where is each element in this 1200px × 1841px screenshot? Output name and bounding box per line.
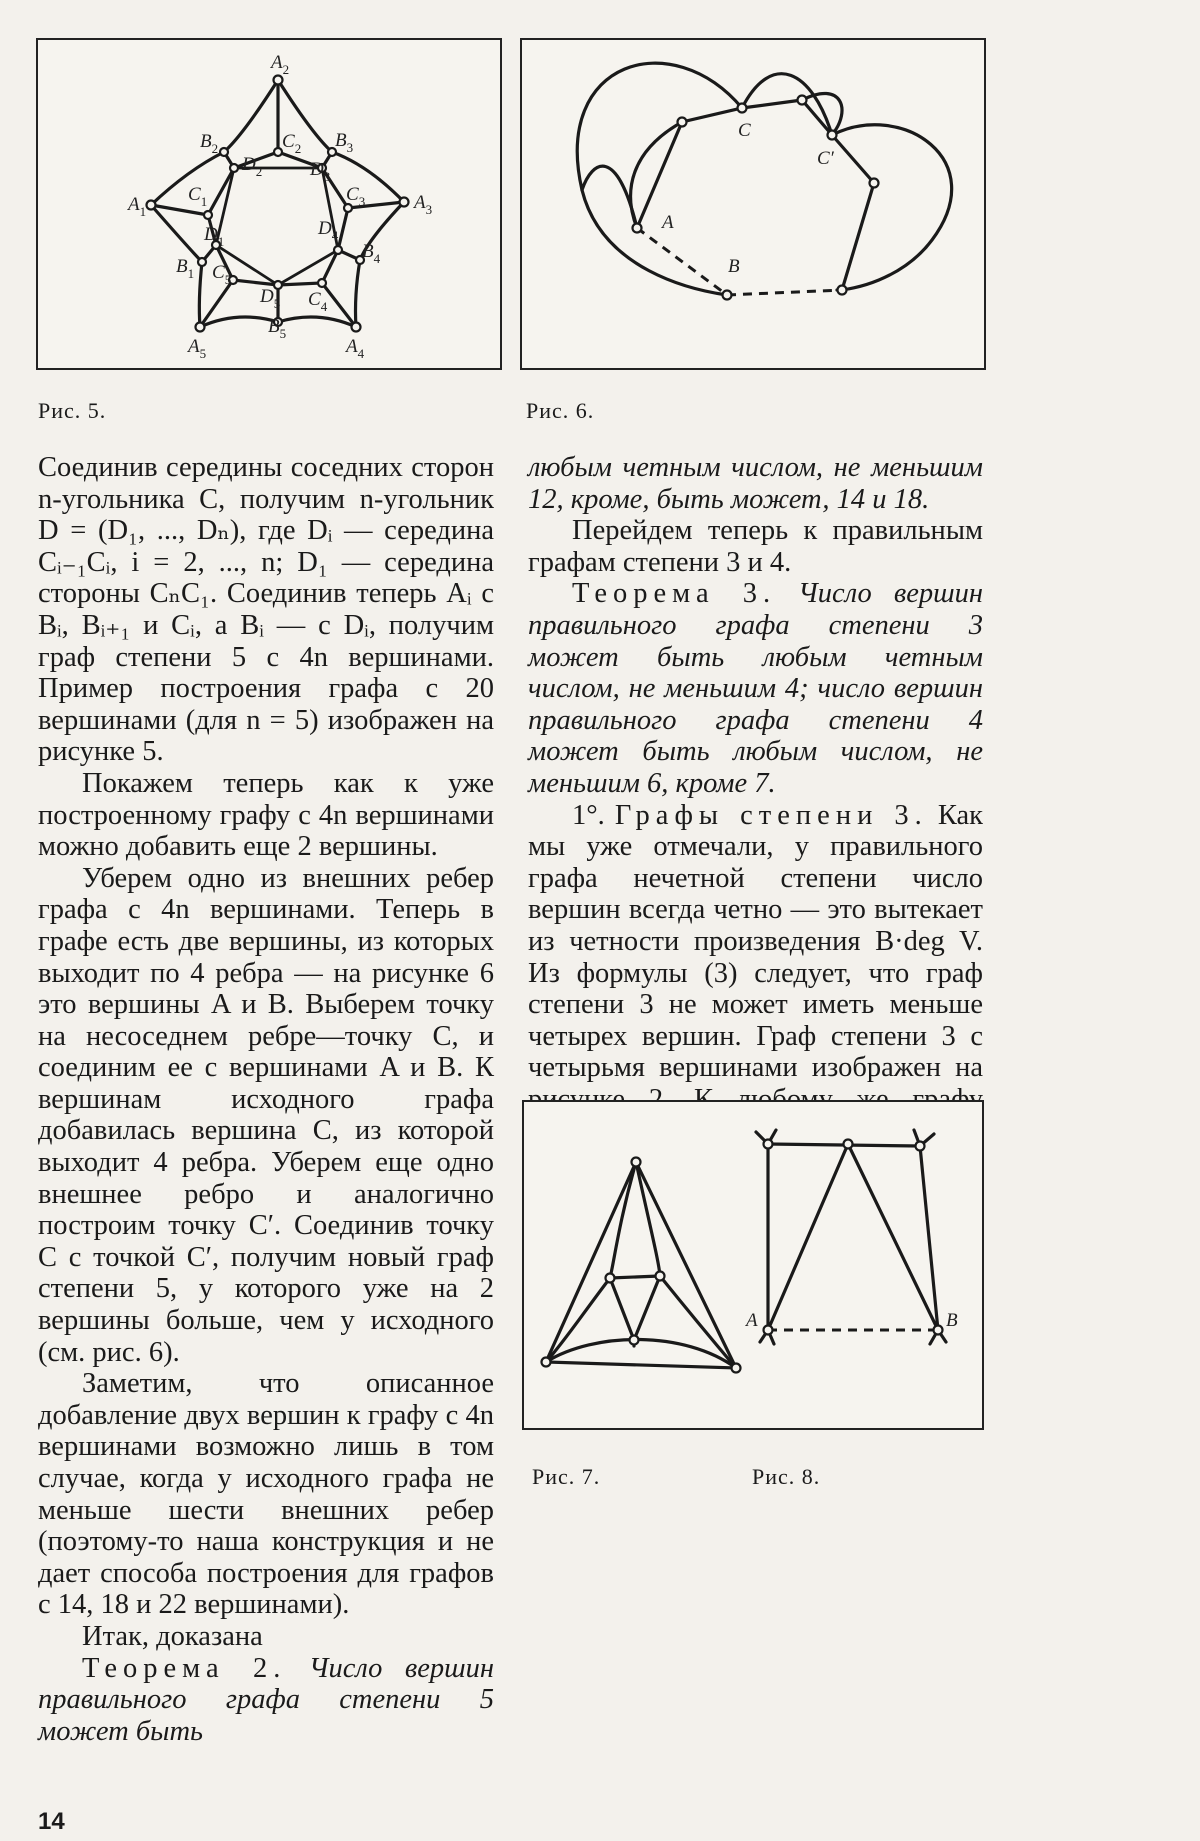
- label-b4: $B_4$: [362, 241, 381, 266]
- curve-left-a: [582, 166, 637, 228]
- label-c4: $C_4$: [308, 289, 328, 314]
- theorem-3-text: Число вершин правильного графа степени 3 может быть любым четным числом, не меньшим 4; число вершин правильного графа степени 4 может быть любым числом, не меньшим 6, кроме 7.: [528, 578, 983, 799]
- paragraph-5: Итак, доказана: [82, 1620, 263, 1652]
- section-1-text: Как мы уже отмечали, у правильного графа нечетной степени число вершин всегда четно — это вытекает из четности произведения B·deg V. Из формулы (3) следует, что граф степени 3 не может иметь меньше четырех вершин. Граф степени 3 с четырьмя вершинами изображен на: [528, 799, 984, 1084]
- path-upper: [637, 100, 832, 228]
- label-a: A: [746, 1310, 758, 1331]
- label-c: C: [738, 120, 751, 141]
- paragraph-1: Соединив середины соседних сторон n-угольника C, получим n-угольник D = (D₁, ..., Dₙ), где Dᵢ — середина Cᵢ₋₁Cᵢ, i = 2, ..., n; D₁ — середина стороны CₙC₁. Соединив теперь Aᵢ с Bᵢ, Bᵢ₊₁ и Cᵢ, а Bᵢ — с Dᵢ, получим граф степени 5 с 4n вершинами. Пример построения графа с 20 вершинами (для n = 5) изображен на рисунке 5.: [38, 452, 494, 768]
- theorem-3: [528, 578, 983, 799]
- label-b2: $B_2$: [200, 131, 219, 156]
- edge-b4-a4: [356, 260, 361, 327]
- theorem-3-head: Теорема 3.: [572, 578, 777, 610]
- edge-a5-b5: [200, 317, 278, 327]
- label-b3: $B_3$: [335, 130, 354, 155]
- edge-a4-b5: [278, 317, 356, 327]
- left-column: [38, 452, 494, 1747]
- label-a: A: [662, 212, 674, 233]
- label-d4: $D_4$: [318, 218, 339, 243]
- edge-a2-b2: [224, 80, 278, 152]
- label-d2: $D_2$: [242, 154, 263, 179]
- label-c-prime: C′: [817, 148, 834, 169]
- figure-5-graph: [38, 40, 500, 368]
- figure-8-graph: [756, 1130, 946, 1344]
- label-a5: $A_5$: [188, 336, 207, 361]
- paragraph-2: Покажем теперь как к уже построенному графу с 4n вершинами можно добавить еще 2 вершины.: [38, 767, 494, 863]
- paragraph-4: Заметим, что описанное добавление двух вершин к графу с 4n вершинами возможно лишь в том случае, когда у исходного графа не меньше шести внешних ребер (поэтому-то наша конструкция и не дает способа построения для графов с 14, 18 и 22 вершинами).: [38, 1368, 494, 1621]
- label-c3: $C_3$: [346, 184, 366, 209]
- label-b1: $B_1$: [176, 256, 195, 281]
- theorem-2-continued: любым четным числом, не меньшим 12, кроме, быть может, 14 и 18.: [528, 452, 983, 515]
- label-c2: $C_2$: [282, 131, 302, 156]
- section-1-head: Графы степени 3.: [614, 799, 928, 831]
- figure-7-caption: Рис. 7.: [532, 1464, 601, 1489]
- figure-6-graph: [522, 40, 984, 368]
- curve-c-top: [742, 74, 832, 135]
- label-b: B: [946, 1310, 958, 1331]
- theorem-2-head: Теорема 2.: [82, 1652, 287, 1684]
- label-a4: $A_4$: [346, 336, 365, 361]
- label-d3: $D_3$: [310, 159, 331, 184]
- theorem-2: [38, 1653, 494, 1748]
- edge-a3-b3: [332, 152, 404, 202]
- theorem-2-text: Число вершин правильного графа степени 5 может быть: [38, 1652, 494, 1747]
- figure-7-8-frame: [522, 1100, 984, 1430]
- section-1-number: 1°.: [572, 799, 605, 831]
- outer-curve-left: [577, 63, 742, 295]
- label-b: B: [728, 256, 740, 277]
- label-a1: $A_1$: [128, 194, 147, 219]
- figure-7-8-graph: [524, 1102, 982, 1428]
- figure-6-caption: Рис. 6.: [526, 398, 595, 423]
- label-d1: $D_1$: [204, 224, 225, 249]
- label-a3: $A_3$: [414, 192, 433, 217]
- dashed-edge-b-right: [727, 290, 842, 295]
- right-column: [528, 452, 983, 1210]
- curve-c-right: [802, 93, 842, 135]
- edge-b1-a5: [199, 262, 202, 327]
- label-c1: $C_1$: [188, 184, 208, 209]
- label-c5: $C_5$: [212, 262, 232, 287]
- label-a2: $A_2$: [271, 52, 290, 77]
- figure-8-caption: Рис. 8.: [752, 1464, 821, 1489]
- label-b5: $B_5$: [268, 316, 287, 341]
- figure-5-caption: Рис. 5.: [38, 398, 107, 423]
- paragraph-3: Уберем одно из внешних ребер графа с 4n вершинами. Теперь в графе есть две вершины, из которых выходит по 4 ребра — на рисунке 6 это вершины A и B. Выберем точку на несоседнем ребре—точку C, и соединим ее с вершинами A и B. К вершинам исходного графа добавилась вершина C, из которой выходит 4 ребра. Уберем еще одно внешнее ребро и аналогично построим точку C′. Соединив точку C с точкой C′, получим новый граф степени 5, у которого уже на 2 вершины больше, чем у исходного (см. рис. 6).: [38, 862, 494, 1368]
- label-d5: $D_5$: [260, 286, 281, 311]
- path-right: [832, 135, 874, 290]
- page-number: 14: [38, 1808, 65, 1835]
- figure-7-graph: [546, 1162, 736, 1368]
- figure-6-frame: [520, 38, 986, 370]
- paragraph-r1: Перейдем теперь к правильным графам степени 3 и 4.: [528, 515, 983, 578]
- figure-5-frame: [36, 38, 502, 370]
